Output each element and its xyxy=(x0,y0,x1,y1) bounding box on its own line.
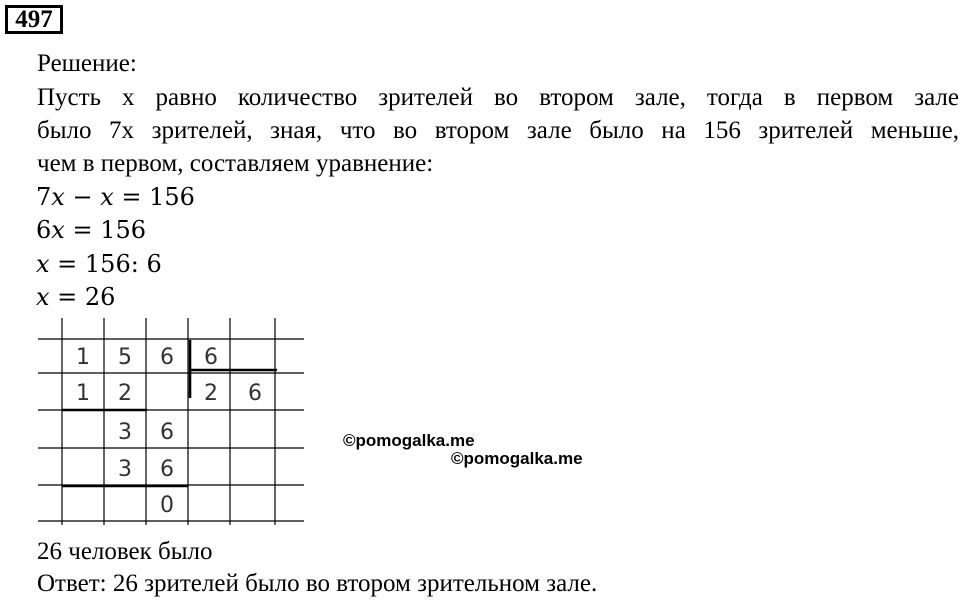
answer-line: Ответ: 26 зрителей было во втором зрительном зале. xyxy=(37,570,598,597)
subtract-1-digit-2: 2 xyxy=(118,381,132,406)
conclusion-line: 26 человек было xyxy=(37,538,213,565)
equation-1: 7x − x = 156 xyxy=(36,183,195,211)
problem-number: 497 xyxy=(5,5,63,34)
watermark-2: ©pomogalka.me xyxy=(451,449,583,468)
equation-2: 6x = 156 xyxy=(36,216,147,244)
dividend-digit-2: 5 xyxy=(118,345,132,370)
equation-3: x = 156: 6 xyxy=(36,250,162,278)
paragraph-line-3: чем в первом, составляем уравнение: xyxy=(37,150,434,177)
divisor-digit: 6 xyxy=(204,345,218,370)
paragraph-line-1: Пусть х равно количество зрителей во втором зале, тогда в первом зале xyxy=(37,84,959,111)
subtract-1-digit-1: 1 xyxy=(76,381,90,406)
equation-4: x = 26 xyxy=(36,283,116,311)
subtract-2-digit-2: 6 xyxy=(160,457,174,482)
final-remainder-digit: 0 xyxy=(160,493,174,518)
watermark-1: ©pomogalka.me xyxy=(343,431,475,450)
remainder-digit-2: 6 xyxy=(160,420,174,445)
dividend-digit-3: 6 xyxy=(160,345,174,370)
subtract-2-digit-1: 3 xyxy=(118,457,132,482)
remainder-digit-1: 3 xyxy=(118,420,132,445)
quotient-digit-1: 2 xyxy=(204,381,218,406)
quotient-digit-2: 6 xyxy=(248,381,262,406)
paragraph-line-2: было 7х зрителей, зная, что во втором зале было на 156 зрителей меньше, xyxy=(37,117,959,144)
solution-heading: Решение: xyxy=(37,50,137,77)
dividend-digit-1: 1 xyxy=(76,345,90,370)
